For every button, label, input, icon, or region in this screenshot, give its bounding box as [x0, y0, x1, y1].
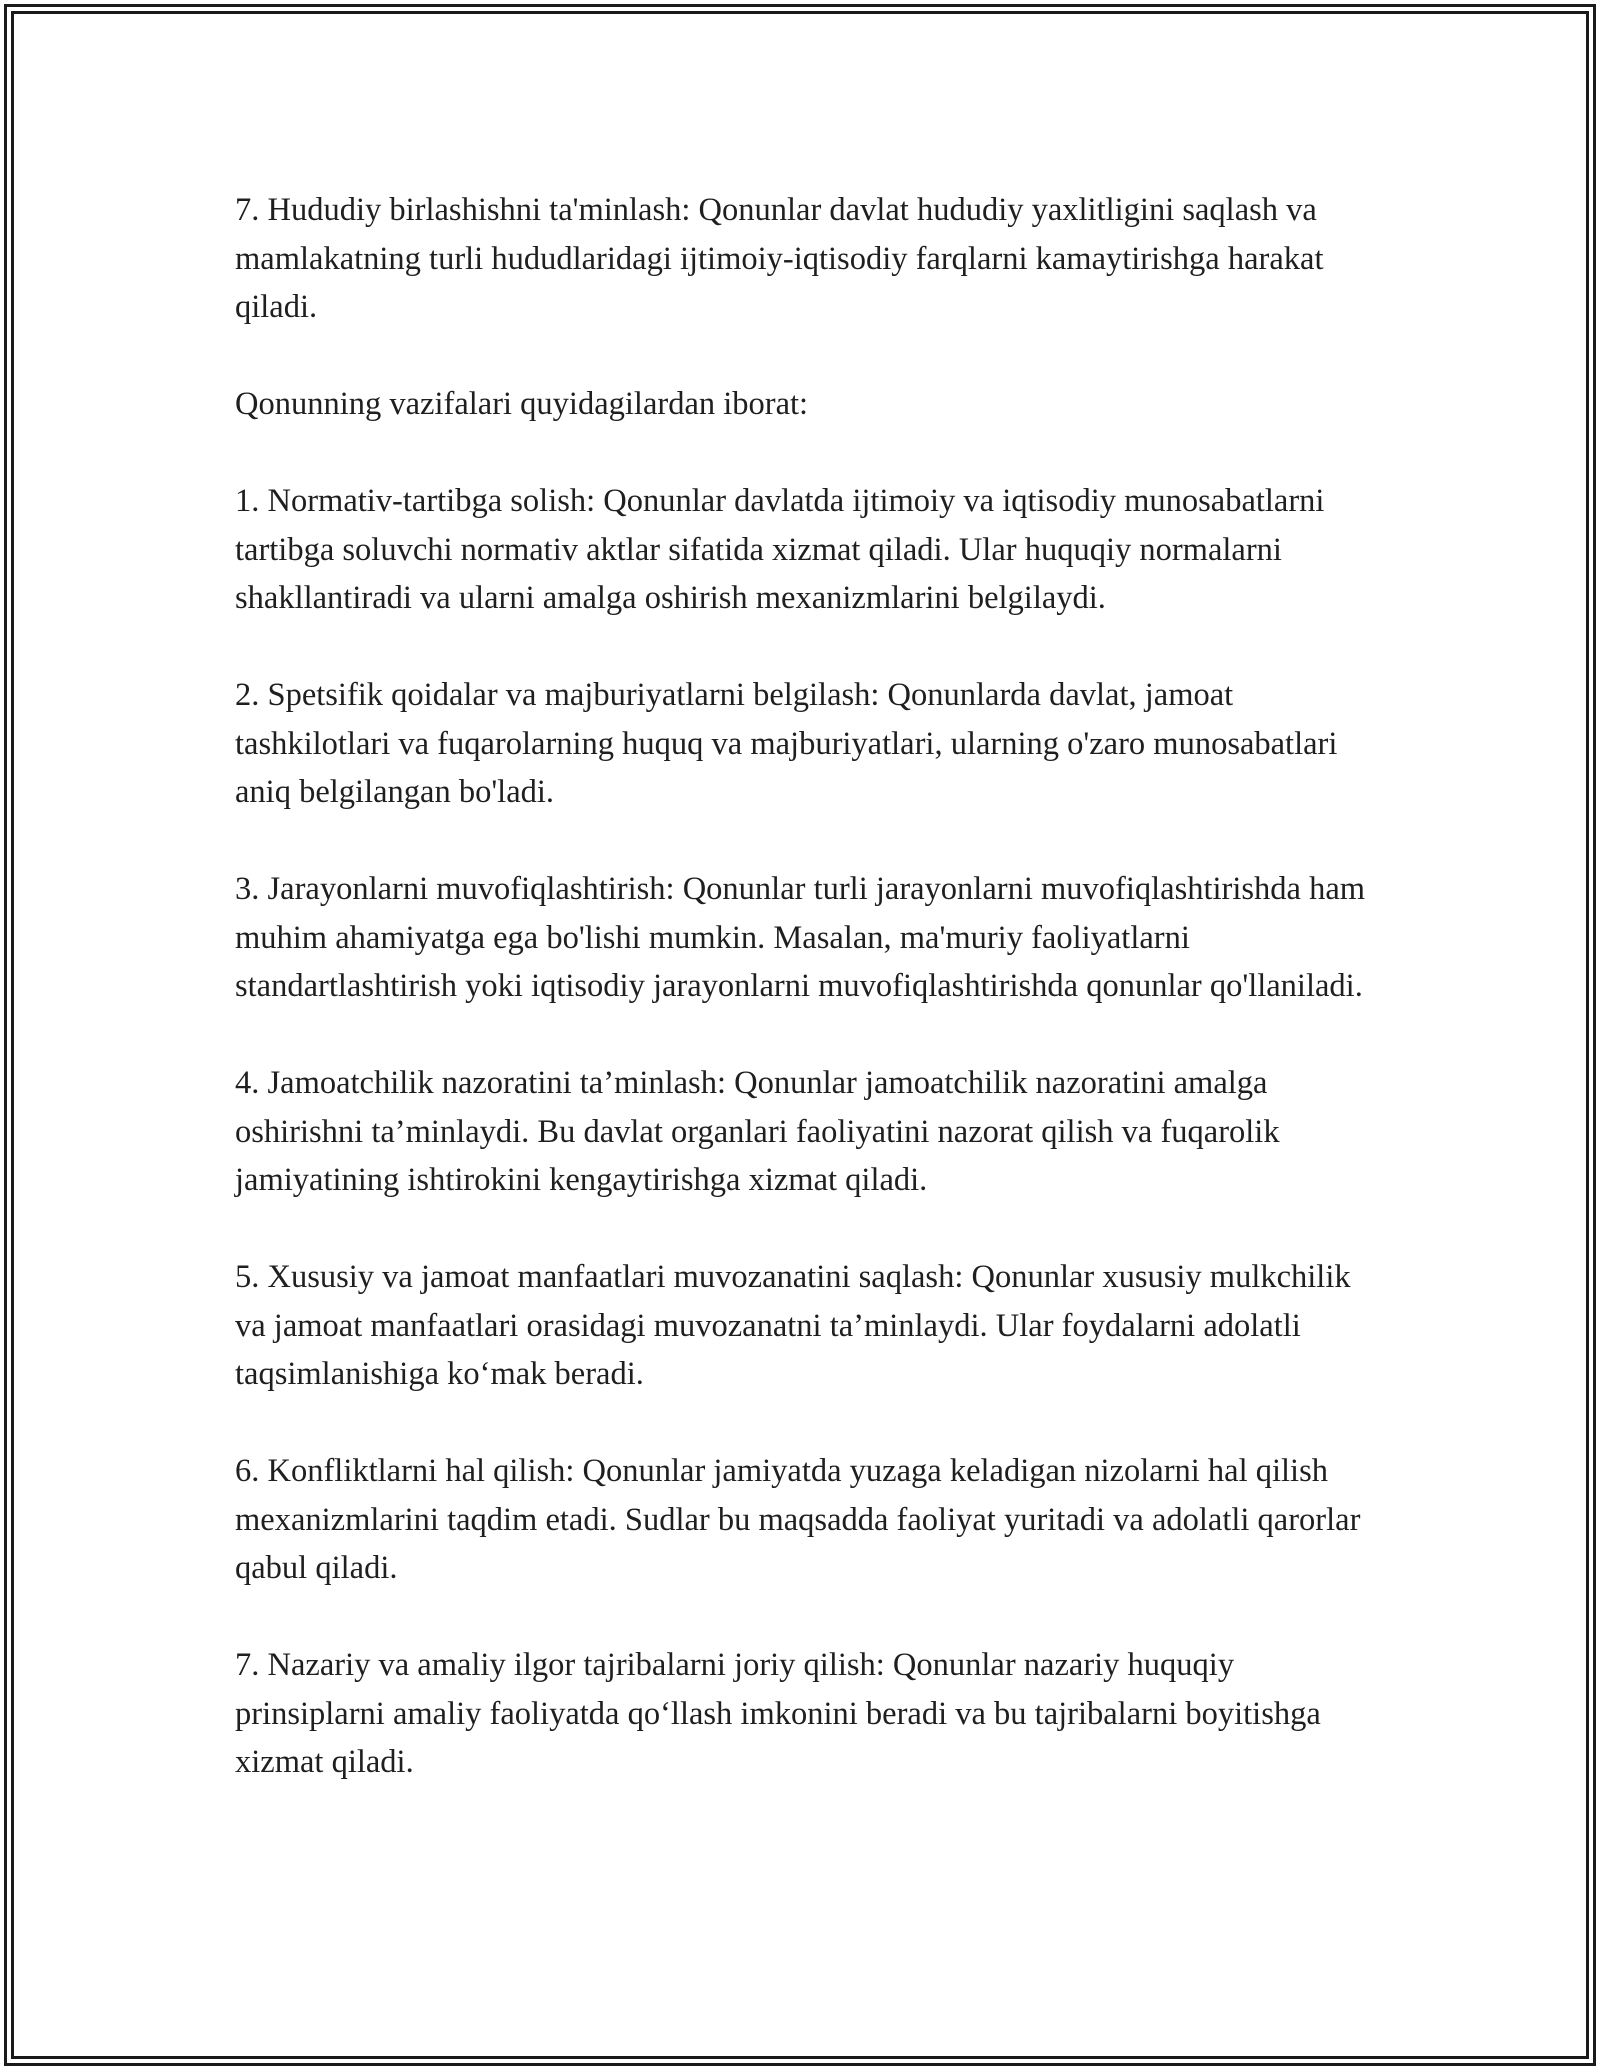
- paragraph-specific-rules: 2. Spetsifik qoidalar va majburiyatlarni belgilash: Qonunlarda davlat, jamoat tashkilotlari va fuqarolarning huquq va majburiyatlari, ularning o'zaro munosabatlari aniq belgilangan bo'ladi.: [235, 677, 1338, 810]
- paragraph-functions-intro: Qonunning vazifalari quyidagilardan iborat:: [235, 386, 809, 422]
- document-body: [235, 186, 1375, 1835]
- paragraph-public-oversight: 4. Jamoatchilik nazoratini ta’minlash: Qonunlar jamoatchilik nazoratini amalga oshirishni ta’minlaydi. Bu davlat organlari faoliyatini nazorat qilish va fuqarolik jamiyatining ishtirokini kengaytirishga xizmat qiladi.: [235, 1065, 1280, 1198]
- paragraph-best-practices: 7. Nazariy va amaliy ilgor tajribalarni joriy qilish: Qonunlar nazariy huquqiy prinsiplarni amaliy faoliyatda qo‘llash imkonini beradi va bu tajribalarni boyitishga xizmat qiladi.: [235, 1647, 1321, 1780]
- paragraph-conflict-resolution: 6. Konfliktlarni hal qilish: Qonunlar jamiyatda yuzaga keladigan nizolarni hal qilish mexanizmlarini taqdim etadi. Sudlar bu maqsadda faoliyat yuritadi va adolatli qarorlar qabul qiladi.: [235, 1453, 1361, 1586]
- paragraph-interest-balance: 5. Xususiy va jamoat manfaatlari muvozanatini saqlash: Qonunlar xususiy mulkchilik va jamoat manfaatlari orasidagi muvozanatni ta’minlaydi. Ular foydalarni adolatli taqsimlanishiga ko‘mak beradi.: [235, 1259, 1351, 1392]
- paragraph-process-coordination: 3. Jarayonlarni muvofiqlashtirish: Qonunlar turli jarayonlarni muvofiqlashtirishda ham muhim ahamiyatga ega bo'lishi mumkin. Masalan, ma'muriy faoliyatlarni standartlashtirish yoki iqtisodiy jarayonlarni muvofiqlashtirishda qonunlar qo'llaniladi.: [235, 871, 1366, 1004]
- paragraph-territorial-integration: 7. Hududiy birlashishni ta'minlash: Qonunlar davlat hududiy yaxlitligini saqlash va mamlakatning turli hududlaridagi ijtimoiy-iqtisodiy farqlarni kamaytirishga harakat qiladi.: [235, 192, 1324, 325]
- paragraph-normative-regulation: 1. Normativ-tartibga solish: Qonunlar davlatda ijtimoiy va iqtisodiy munosabatlarni tartibga soluvchi normativ aktlar sifatida xizmat qiladi. Ular huquqiy normalarni shakllantiradi va ularni amalga oshirish mexanizmlarini belgilaydi.: [235, 483, 1325, 616]
